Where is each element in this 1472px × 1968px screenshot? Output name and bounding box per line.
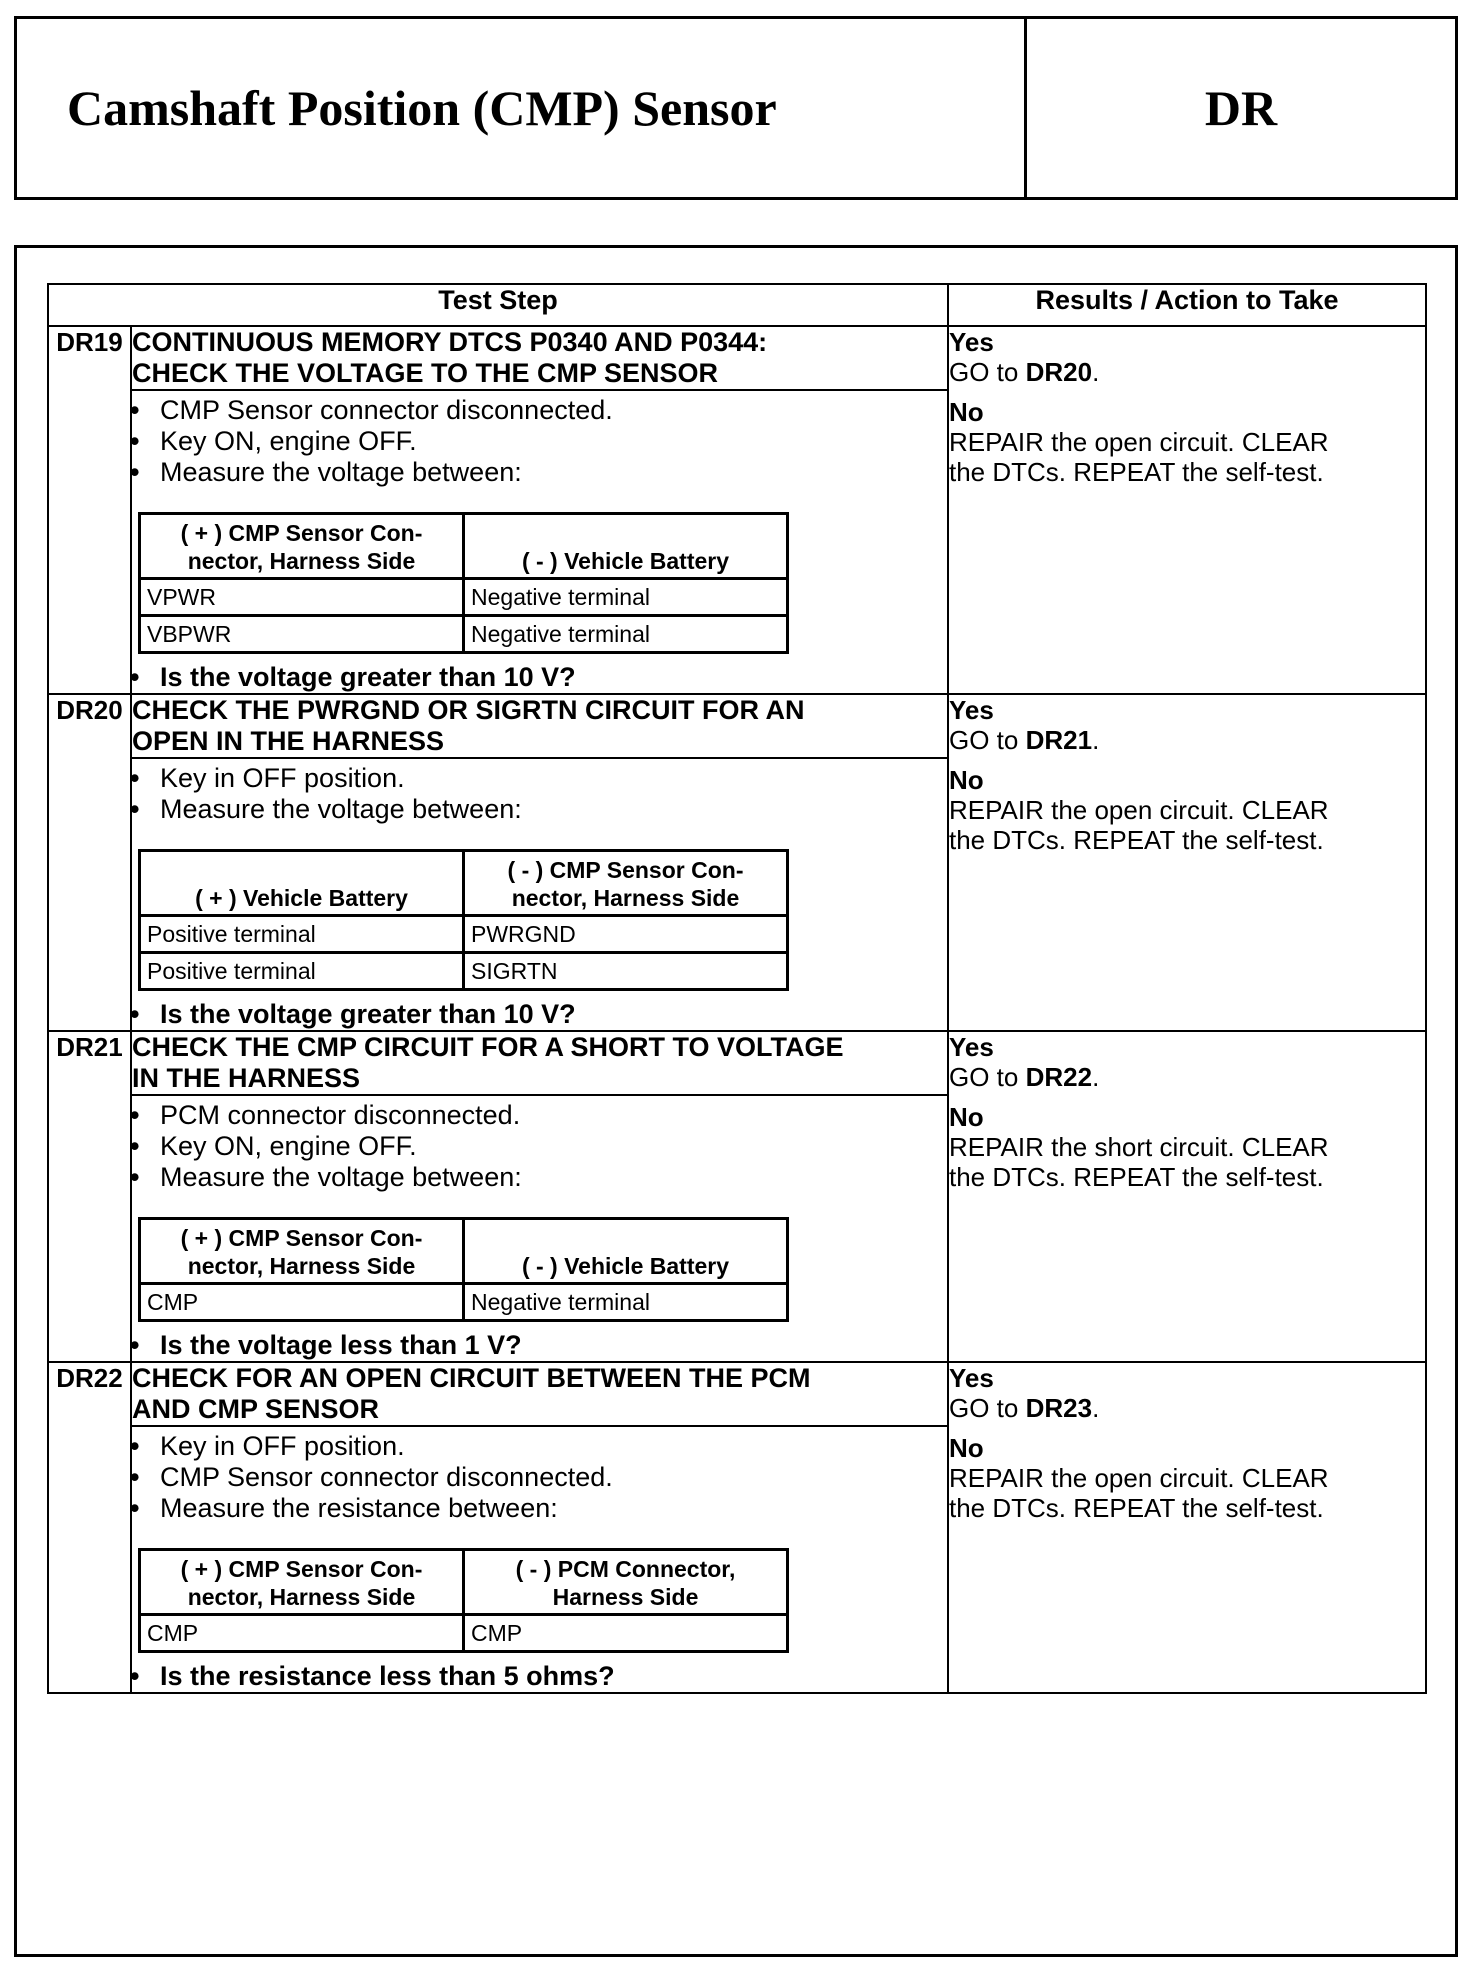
measurement-negative-cell: PWRGND (464, 916, 788, 953)
measurement-positive-cell: Positive terminal (140, 953, 464, 990)
measurement-header-row (140, 851, 788, 916)
step-title-row (48, 1031, 1426, 1095)
step-title-line: CHECK FOR AN OPEN CIRCUIT BETWEEN THE PCM (132, 1363, 811, 1393)
measurement-header-negative (464, 1550, 788, 1615)
instruction-item: • CMP Sensor connector disconnected. (160, 395, 947, 426)
step-body (131, 1426, 948, 1693)
result-no-action-line: the DTCs. REPEAT the self-test. (949, 1162, 1324, 1192)
result-yes-label: Yes (949, 327, 994, 357)
header-line: ( + ) CMP Sensor Con- (180, 1556, 423, 1582)
result-yes-action: GO to DR23. (949, 1393, 1100, 1423)
step-title-line: OPEN IN THE HARNESS (132, 726, 445, 756)
step-body (131, 1095, 948, 1362)
column-header-test-step: Test Step (48, 284, 948, 326)
instruction-item: • Measure the resistance between: (160, 1493, 947, 1524)
step-title-row (48, 1362, 1426, 1426)
header-line: Harness Side (552, 1584, 699, 1610)
measurement-header-row (140, 1219, 788, 1284)
header-line: ( + ) CMP Sensor Con- (180, 1225, 423, 1251)
step-title-row (48, 694, 1426, 758)
measurement-positive-cell: VBPWR (140, 616, 464, 653)
measurement-row (140, 1615, 788, 1652)
result-no-label: No (949, 765, 984, 795)
result-no-action-line: REPAIR the open circuit. CLEAR (949, 795, 1329, 825)
step-title (131, 326, 948, 390)
header-line: ( + ) CMP Sensor Con- (180, 520, 423, 546)
measurement-positive-cell: CMP (140, 1284, 464, 1321)
instruction-item: • PCM connector disconnected. (160, 1100, 947, 1131)
measurement-row (140, 616, 788, 653)
step-title (131, 1362, 948, 1426)
step-question-list (132, 662, 947, 693)
go-to-step-ref: DR21 (1025, 725, 1093, 755)
measurement-header-row (140, 514, 788, 579)
result-yes-action: GO to DR22. (949, 1062, 1100, 1092)
result-no-label: No (949, 397, 984, 427)
result-no-action-line: REPAIR the open circuit. CLEAR (949, 1463, 1329, 1493)
step-title (131, 1031, 948, 1095)
measurement-header-positive (140, 514, 464, 579)
step-result (948, 694, 1426, 1031)
measurement-row (140, 579, 788, 616)
measurement-negative-cell: SIGRTN (464, 953, 788, 990)
result-yes-action: GO to DR21. (949, 725, 1100, 755)
instruction-item: • Key ON, engine OFF. (160, 1131, 947, 1162)
step-instructions (132, 1100, 947, 1193)
step-result (948, 1362, 1426, 1693)
measurement-row (140, 916, 788, 953)
result-yes-label: Yes (949, 1363, 994, 1393)
measurement-negative-cell: Negative terminal (464, 616, 788, 653)
measurement-positive-cell: Positive terminal (140, 916, 464, 953)
header-line: ( - ) PCM Connector, (515, 1556, 736, 1582)
step-result (948, 1031, 1426, 1362)
header-line: nector, Harness Side (511, 885, 740, 911)
measurement-positive-cell: CMP (140, 1615, 464, 1652)
measurement-row (140, 953, 788, 990)
result-yes-label: Yes (949, 1032, 994, 1062)
step-body (131, 758, 948, 1031)
go-to-text: GO to (949, 725, 1019, 755)
header-line: ( + ) Vehicle Battery (195, 885, 408, 911)
step-instructions (132, 1431, 947, 1524)
instruction-item: • Key ON, engine OFF. (160, 426, 947, 457)
measurement-header-negative (464, 1219, 788, 1284)
step-question: • Is the voltage less than 1 V? (160, 1330, 947, 1361)
measurement-header-positive (140, 851, 464, 916)
step-title (131, 694, 948, 758)
step-id: DR19 (48, 326, 131, 694)
measurement-negative-cell: Negative terminal (464, 579, 788, 616)
measurement-table (138, 1548, 789, 1653)
page-header (14, 16, 1458, 200)
instruction-item: • CMP Sensor connector disconnected. (160, 1462, 947, 1493)
go-to-step-ref: DR23 (1025, 1393, 1093, 1423)
go-to-text: GO to (949, 357, 1019, 387)
measurement-header-row (140, 1550, 788, 1615)
section-code: DR (1204, 80, 1278, 136)
measurement-header-positive (140, 1219, 464, 1284)
step-title-row (48, 326, 1426, 390)
result-no-action-line: the DTCs. REPEAT the self-test. (949, 457, 1324, 487)
result-no-label: No (949, 1433, 984, 1463)
result-no-action-line: the DTCs. REPEAT the self-test. (949, 825, 1324, 855)
step-id: DR22 (48, 1362, 131, 1693)
step-instructions (132, 763, 947, 825)
measurement-negative-cell: CMP (464, 1615, 788, 1652)
result-no-label: No (949, 1102, 984, 1132)
measurement-table (138, 1217, 789, 1322)
measurement-header-positive (140, 1550, 464, 1615)
step-title-line: IN THE HARNESS (132, 1063, 361, 1093)
table-header-row (48, 284, 1426, 326)
measurement-table (138, 849, 789, 991)
result-yes-label: Yes (949, 695, 994, 725)
result-no-action-line: REPAIR the open circuit. CLEAR (949, 427, 1329, 457)
measurement-row (140, 1284, 788, 1321)
header-line: nector, Harness Side (187, 1584, 416, 1610)
go-to-step-ref: DR22 (1025, 1062, 1093, 1092)
go-to-text: GO to (949, 1062, 1019, 1092)
step-title-line: AND CMP SENSOR (132, 1394, 380, 1424)
step-question-list (132, 999, 947, 1030)
measurement-negative-cell: Negative terminal (464, 1284, 788, 1321)
result-yes-action: GO to DR20. (949, 357, 1100, 387)
step-question: • Is the resistance less than 5 ohms? (160, 1661, 947, 1692)
instruction-item: • Key in OFF position. (160, 763, 947, 794)
instruction-item: • Key in OFF position. (160, 1431, 947, 1462)
step-body (131, 390, 948, 694)
step-instructions (132, 395, 947, 488)
pinpoint-test-table (47, 283, 1427, 1694)
measurement-positive-cell: VPWR (140, 579, 464, 616)
step-result (948, 326, 1426, 694)
page-title: Camshaft Position (CMP) Sensor (67, 80, 777, 136)
header-line: ( - ) Vehicle Battery (521, 548, 730, 574)
step-question: • Is the voltage greater than 10 V? (160, 662, 947, 693)
go-to-step-ref: DR20 (1025, 357, 1093, 387)
step-title-line: CONTINUOUS MEMORY DTCS P0340 AND P0344: (132, 327, 768, 357)
step-question: • Is the voltage greater than 10 V? (160, 999, 947, 1030)
step-id: DR20 (48, 694, 131, 1031)
step-question-list (132, 1661, 947, 1692)
measurement-header-negative (464, 514, 788, 579)
step-title-line: CHECK THE CMP CIRCUIT FOR A SHORT TO VOLTAGE (132, 1032, 844, 1062)
step-id: DR21 (48, 1031, 131, 1362)
instruction-item: • Measure the voltage between: (160, 1162, 947, 1193)
step-question-list (132, 1330, 947, 1361)
column-header-results: Results / Action to Take (948, 284, 1426, 326)
result-no-action-line: the DTCs. REPEAT the self-test. (949, 1493, 1324, 1523)
measurement-header-negative (464, 851, 788, 916)
step-title-line: CHECK THE PWRGND OR SIGRTN CIRCUIT FOR AN (132, 695, 805, 725)
instruction-item: • Measure the voltage between: (160, 457, 947, 488)
go-to-text: GO to (949, 1393, 1019, 1423)
instruction-item: • Measure the voltage between: (160, 794, 947, 825)
header-line: ( - ) CMP Sensor Con- (507, 857, 744, 883)
step-title-line: CHECK THE VOLTAGE TO THE CMP SENSOR (132, 358, 719, 388)
header-line: nector, Harness Side (187, 1253, 416, 1279)
header-line: ( - ) Vehicle Battery (521, 1253, 730, 1279)
measurement-table (138, 512, 789, 654)
header-line: nector, Harness Side (187, 548, 416, 574)
result-no-action-line: REPAIR the short circuit. CLEAR (949, 1132, 1329, 1162)
